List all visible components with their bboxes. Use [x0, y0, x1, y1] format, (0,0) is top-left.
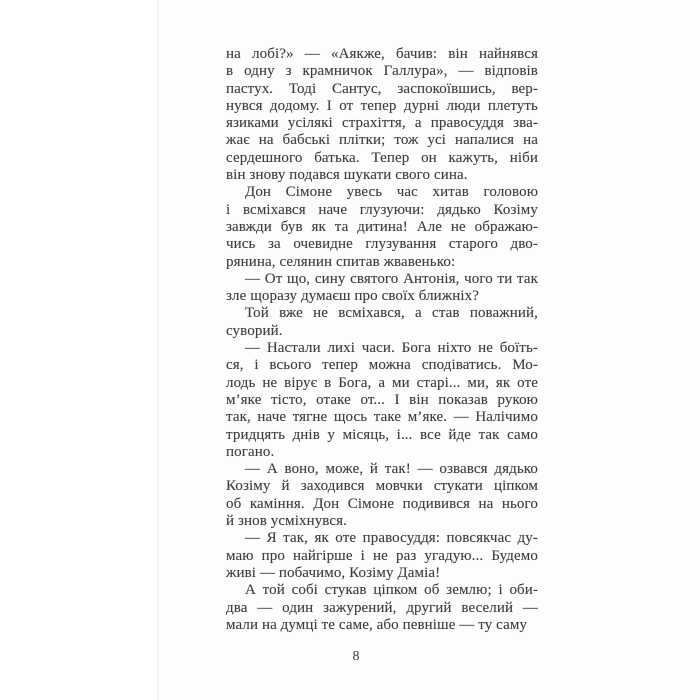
- text-line: Дон Сімоне увесь час хитав головою: [245, 184, 538, 201]
- text-line: А той собі стукав ціпком об землю; і оби-: [245, 582, 538, 599]
- text-line: зле щоразу думаєш про своїх ближніх?: [226, 288, 480, 305]
- text-line: завжди був як та дитина! Але не ображаю-: [226, 218, 538, 235]
- text-line: язиками усілякі страхіття, а правосуддя зва-: [226, 115, 538, 132]
- text-line: й знов усміхнувся.: [226, 513, 348, 530]
- text-line: і всміхався наче глузуючи: дядько Козіму: [226, 201, 538, 218]
- text-line: пастух. Тоді Сантус, заспокоївшись, вер-: [226, 80, 538, 97]
- text-line: жає на бабські плітки; тож усі напалися на: [226, 132, 538, 149]
- text-line: чись за очевидне глузування старого дво-: [226, 236, 538, 253]
- text-line: сердешного батька. Тепер он кажуть, ніби: [226, 149, 538, 166]
- text-line: він знову подався шукати свого сина.: [226, 167, 468, 184]
- text-line: лодь не вірує в Бога, а ми старі... ми, як оте: [226, 374, 538, 391]
- text-line: — А воно, може, й так! — озвався дядько: [245, 461, 538, 478]
- page-number: 8: [352, 649, 360, 664]
- text-line: суворий.: [226, 322, 283, 339]
- text-line: в одну з крамничок Галлура», — відповів: [226, 63, 538, 80]
- text-line: рянина, селянин спитав жвавенько:: [226, 253, 456, 270]
- text-line: — От що, сину святого Антонія, чого ти так: [245, 270, 538, 287]
- page-text: [226, 46, 538, 634]
- text-line: м’яке тісто, отаке от... І він показав рукою: [226, 391, 538, 408]
- text-line: Той вже не всміхався, а став поважний,: [245, 305, 538, 322]
- text-line: мали на думці те саме, або певніше — ту саму: [226, 616, 528, 633]
- text-line: маю про найгірше і не раз угадую... Будемо: [226, 547, 538, 564]
- text-line: Козіму й заходився мовчки стукати ціпком: [226, 478, 538, 495]
- text-line: — Настали лихі часи. Бога ніхто не боїть-: [245, 340, 538, 357]
- text-line: ся, і всього тепер можна сподіватись. Мо-: [226, 357, 538, 374]
- text-line: об каміння. Дон Сімоне подивився на нього: [226, 495, 538, 512]
- text-line: тридцять днів у місяць, і... все йде так само: [226, 426, 538, 443]
- text-line: нувся додому. І от тепер дурні люди плетуть: [226, 97, 538, 114]
- text-line: на лобі?» — «Аякже, бачив: він найнявся: [226, 46, 538, 62]
- text-line: погано.: [226, 443, 275, 460]
- text-line: два — один зажурений, другий веселий —: [226, 599, 538, 616]
- text-line: живі — побачимо, Козіму Даміа!: [226, 564, 441, 581]
- text-line: так, наче тягне щось таке м’яке. — Налічимо: [226, 409, 538, 426]
- text-line: — Я так, як оте правосуддя: повсякчас ду-: [245, 530, 538, 547]
